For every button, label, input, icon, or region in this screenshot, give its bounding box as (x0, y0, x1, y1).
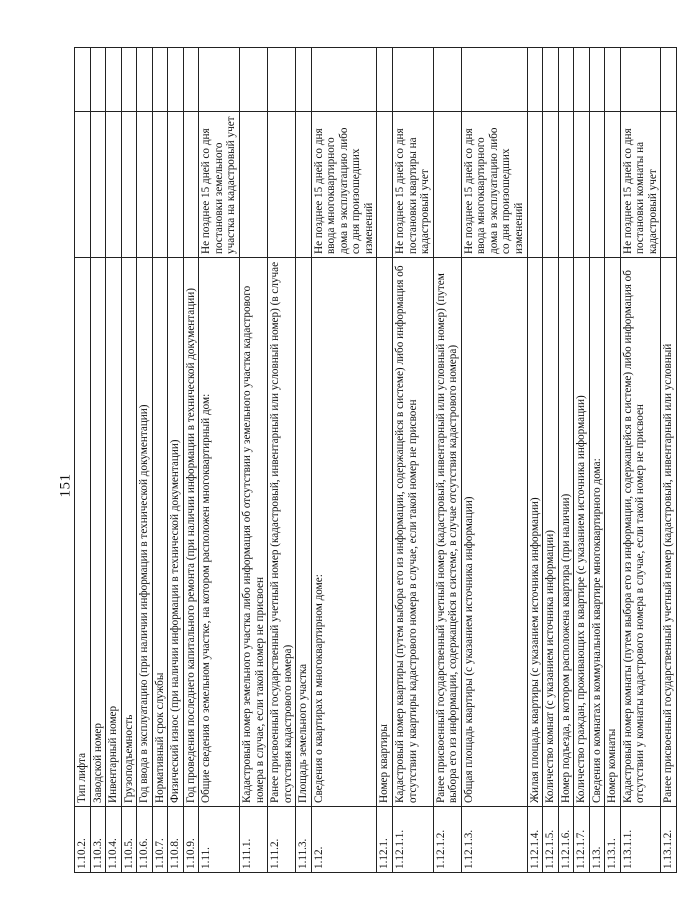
row-description: Количество комнат (с указанием источника информации) (543, 258, 559, 807)
table-row (433, 48, 461, 873)
table-row (168, 48, 184, 873)
row-extra-cell (605, 48, 621, 112)
row-code: 1.13.1.1. (620, 807, 661, 873)
row-code: 1.13.1. (605, 807, 621, 873)
row-code: 1.12.1. (377, 807, 393, 873)
table-row (106, 48, 122, 873)
row-extra-cell (543, 48, 559, 112)
table-row (183, 48, 199, 873)
row-extra-cell (620, 48, 661, 112)
row-deadline (152, 112, 168, 258)
table-row (311, 48, 377, 873)
row-extra-cell (311, 48, 377, 112)
row-deadline: Не позднее 15 дней со дня постановки земельного участка на кадастровый учет (199, 112, 240, 258)
row-deadline (433, 112, 461, 258)
row-extra-cell (377, 48, 393, 112)
row-extra-cell (199, 48, 240, 112)
row-description: Номер подъезда, в котором расположена квартира (при наличии) (558, 258, 574, 807)
row-description: Кадастровый номер комнаты (путем выбора его из информации, содержащейся в системе) либо информация об отсутствии у комнаты кадастрового номера в случае, если такой номер не присвоен (620, 258, 661, 807)
table-row (377, 48, 393, 873)
row-deadline (661, 112, 677, 258)
row-deadline (558, 112, 574, 258)
row-extra-cell (268, 48, 296, 112)
row-extra-cell (461, 48, 527, 112)
row-extra-cell (106, 48, 122, 112)
row-extra-cell (137, 48, 153, 112)
row-code: 1.12.1.4. (527, 807, 543, 873)
table-row (661, 48, 677, 873)
row-extra-cell (75, 48, 91, 112)
row-deadline (240, 112, 268, 258)
table-row (605, 48, 621, 873)
row-deadline (377, 112, 393, 258)
row-code: 1.10.6. (137, 807, 153, 873)
row-code: 1.12.1.5. (543, 807, 559, 873)
row-code: 1.10.9. (183, 807, 199, 873)
row-code: 1.10.2. (75, 807, 91, 873)
row-description: Номер квартиры (377, 258, 393, 807)
row-extra-cell (558, 48, 574, 112)
row-deadline (296, 112, 312, 258)
row-description: Жилая площадь квартиры (с указанием источника информации) (527, 258, 543, 807)
table-row (527, 48, 543, 873)
row-extra-cell (589, 48, 605, 112)
row-code: 1.11.2. (268, 807, 296, 873)
row-code: 1.11.3. (296, 807, 312, 873)
row-description: Ранее присвоенный государственный учетный номер (кадастровый, инвентарный или условный номер) (в случае отсутствия кадастрового номера) (268, 258, 296, 807)
table-row (543, 48, 559, 873)
row-description: Сведения о квартирах в многоквартирном доме: (311, 258, 377, 807)
table-row (620, 48, 661, 873)
row-code: 1.10.5. (121, 807, 137, 873)
row-description: Сведения о комнатах в коммунальной квартире многоквартирного дома: (589, 258, 605, 807)
table-row (137, 48, 153, 873)
row-deadline (168, 112, 184, 258)
row-deadline (137, 112, 153, 258)
row-code: 1.10.8. (168, 807, 184, 873)
table-row (461, 48, 527, 873)
row-extra-cell (152, 48, 168, 112)
row-description: Заводской номер (90, 258, 106, 807)
row-code: 1.11.1. (240, 807, 268, 873)
table-row (152, 48, 168, 873)
table-row (121, 48, 137, 873)
row-extra-cell (393, 48, 434, 112)
row-description: Тип лифта (75, 258, 91, 807)
row-description: Ранее присвоенный государственный учетный номер (кадастровый, инвентарный или условный (661, 258, 677, 807)
row-deadline: Не позднее 15 дней со дня ввода многоквартирного дома в эксплуатацию либо со дня произошедших изменений (311, 112, 377, 258)
row-deadline (527, 112, 543, 258)
row-description: Грузоподъемность (121, 258, 137, 807)
row-extra-cell (296, 48, 312, 112)
row-deadline: Не позднее 15 дней со дня постановки квартиры на кадастровый учет (393, 112, 434, 258)
row-code: 1.12. (311, 807, 377, 873)
row-code: 1.12.1.3. (461, 807, 527, 873)
row-description: Номер комнаты (605, 258, 621, 807)
row-description: Физический износ (при наличии информации в технической документации) (168, 258, 184, 807)
table-row (75, 48, 91, 873)
row-extra-cell (433, 48, 461, 112)
row-deadline (106, 112, 122, 258)
row-description: Год ввода в эксплуатацию (при наличии информации в технической документации) (137, 258, 153, 807)
row-description: Общая площадь квартиры (с указанием источника информации) (461, 258, 527, 807)
row-code: 1.10.4. (106, 807, 122, 873)
table-row (268, 48, 296, 873)
row-code: 1.10.7. (152, 807, 168, 873)
row-deadline (90, 112, 106, 258)
row-description: Площадь земельного участка (296, 258, 312, 807)
row-code: 1.12.1.1. (393, 807, 434, 873)
rotated-table-container (74, 48, 675, 873)
row-extra-cell (240, 48, 268, 112)
row-extra-cell (527, 48, 543, 112)
row-deadline (605, 112, 621, 258)
row-extra-cell (661, 48, 677, 112)
row-deadline (75, 112, 91, 258)
table-row (558, 48, 574, 873)
row-deadline (589, 112, 605, 258)
row-description: Общие сведения о земельном участке, на котором расположен многоквартирный дом: (199, 258, 240, 807)
row-deadline (121, 112, 137, 258)
row-extra-cell (90, 48, 106, 112)
table-row (393, 48, 434, 873)
row-deadline (268, 112, 296, 258)
table-row (199, 48, 240, 873)
row-description: Нормативный срок службы (152, 258, 168, 807)
row-deadline: Не позднее 15 дней со дня ввода многоквартирного дома в эксплуатацию либо со дня произошедших изменений (461, 112, 527, 258)
table-row (240, 48, 268, 873)
row-extra-cell (574, 48, 590, 112)
table-row (296, 48, 312, 873)
row-description: Кадастровый номер земельного участка либо информация об отсутствии у земельного участка кадастрового номера в случае, если такой номер не присвоен (240, 258, 268, 807)
row-deadline (543, 112, 559, 258)
row-description: Кадастровый номер квартиры (путем выбора его из информации, содержащейся в системе) либо информация об отсутствии у квартиры кадастрового номера в случае, если такой номер не присвоен (393, 258, 434, 807)
table-row (90, 48, 106, 873)
row-code: 1.13.1.2. (661, 807, 677, 873)
page-number: 151 (57, 473, 74, 498)
row-code: 1.12.1.7. (574, 807, 590, 873)
row-code: 1.13. (589, 807, 605, 873)
register-table (74, 47, 677, 873)
row-description: Количество граждан, проживающих в квартире (с указанием источника информации) (574, 258, 590, 807)
row-deadline: Не позднее 15 дней со дня постановки комнаты на кадастровый учет (620, 112, 661, 258)
row-description: Год проведения последнего капитального ремонта (при наличии информации в технической документации) (183, 258, 199, 807)
row-code: 1.11. (199, 807, 240, 873)
row-code: 1.12.1.6. (558, 807, 574, 873)
row-extra-cell (183, 48, 199, 112)
table-row (574, 48, 590, 873)
table-row (589, 48, 605, 873)
row-extra-cell (168, 48, 184, 112)
row-code: 1.12.1.2. (433, 807, 461, 873)
row-description: Инвентарный номер (106, 258, 122, 807)
row-code: 1.10.3. (90, 807, 106, 873)
row-deadline (574, 112, 590, 258)
row-description: Ранее присвоенный государственный учетный номер (кадастровый, инвентарный или условный номер) (путем выбора его из информации, содержащейся в системе, в случае отсутствия кадастрового номера) (433, 258, 461, 807)
row-extra-cell (121, 48, 137, 112)
row-deadline (183, 112, 199, 258)
